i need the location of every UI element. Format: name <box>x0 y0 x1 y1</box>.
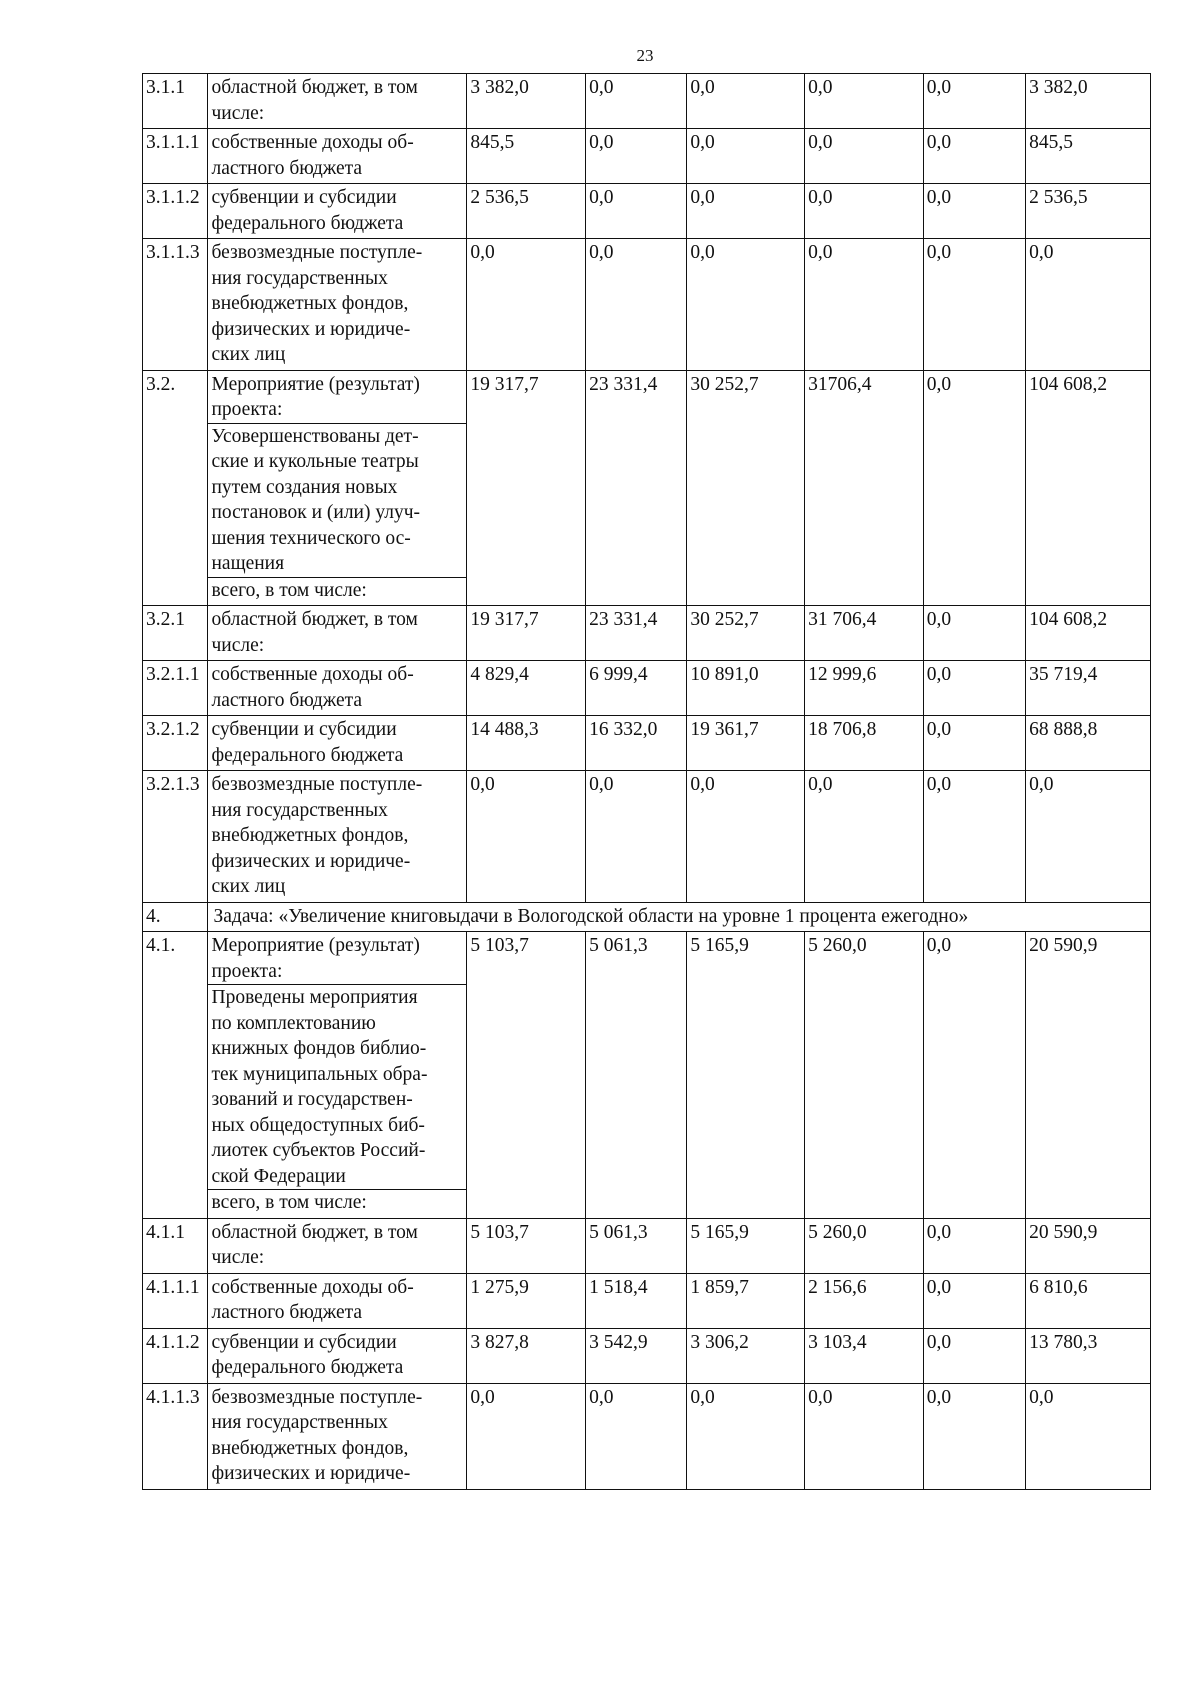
value-cell: 31 706,4 <box>805 606 924 661</box>
value-cell: 5 260,0 <box>805 1218 924 1273</box>
text-line: тек муниципальных обра- <box>211 1063 428 1085</box>
text-line: областной бюджет, в том <box>211 1221 418 1243</box>
event-total-label: всего, в том числе: <box>208 1189 466 1216</box>
value-cell: 5 103,7 <box>467 932 586 1219</box>
table-row <box>143 129 1151 184</box>
row-description <box>208 716 467 771</box>
table-row <box>143 1328 1151 1383</box>
value-cell: 0,0 <box>923 184 1025 239</box>
value-cell: 5 061,3 <box>586 1218 687 1273</box>
value-cell: 845,5 <box>467 129 586 184</box>
value-cell: 0,0 <box>586 184 687 239</box>
row-number: 3.1.1.1 <box>143 129 208 184</box>
value-cell: 0,0 <box>805 74 924 129</box>
text-line: числе: <box>211 1247 265 1268</box>
text-line: областной бюджет, в том <box>211 77 418 98</box>
row-description <box>208 661 467 716</box>
value-cell: 6 810,6 <box>1026 1273 1151 1328</box>
value-cell: 0,0 <box>923 606 1025 661</box>
text-line: безвозмездные поступле- <box>211 1386 423 1408</box>
text-line: лиотек субъектов Россий- <box>211 1140 426 1161</box>
text-line: шения технического ос- <box>211 527 411 549</box>
text-line: постановок и (или) улуч- <box>211 502 421 523</box>
value-cell: 0,0 <box>687 239 805 371</box>
row-description <box>208 74 467 129</box>
text-line: физических и юридиче- <box>211 318 411 340</box>
value-cell: 0,0 <box>687 129 805 184</box>
row-description <box>208 184 467 239</box>
value-cell: 5 061,3 <box>586 932 687 1219</box>
value-cell: 20 590,9 <box>1026 932 1151 1219</box>
value-cell: 0,0 <box>923 771 1025 903</box>
row-number: 3.2.1.3 <box>143 771 208 903</box>
table-row <box>143 716 1151 771</box>
value-cell: 1 859,7 <box>687 1273 805 1328</box>
row-description <box>208 932 467 1219</box>
row-description <box>208 606 467 661</box>
row-description <box>208 1328 467 1383</box>
event-header <box>211 372 463 423</box>
value-cell: 1 518,4 <box>586 1273 687 1328</box>
value-cell: 0,0 <box>923 1273 1025 1328</box>
value-cell: 0,0 <box>923 932 1025 1219</box>
row-number: 3.1.1.3 <box>143 239 208 371</box>
value-cell: 3 382,0 <box>1026 74 1151 129</box>
value-cell: 0,0 <box>687 771 805 903</box>
row-description <box>208 239 467 371</box>
value-cell: 19 317,7 <box>467 606 586 661</box>
table-row <box>143 606 1151 661</box>
value-cell: 0,0 <box>805 771 924 903</box>
value-cell: 31706,4 <box>805 370 924 606</box>
page-number: 23 <box>636 46 654 65</box>
text-line: ния государственных <box>211 1412 388 1433</box>
row-number: 3.1.1 <box>143 74 208 129</box>
text-line: путем создания новых <box>211 476 398 498</box>
value-cell: 14 488,3 <box>467 716 586 771</box>
value-cell: 0,0 <box>586 771 687 903</box>
value-cell: 0,0 <box>923 1218 1025 1273</box>
table-row <box>143 1383 1151 1489</box>
table-row <box>143 74 1151 129</box>
text-line: книжных фондов библио- <box>211 1038 427 1059</box>
value-cell: 0,0 <box>687 74 805 129</box>
text-line: субвенции и субсидии <box>211 1331 397 1353</box>
row-number: 3.1.1.2 <box>143 184 208 239</box>
text-line: внебюджетных фондов, <box>211 1437 409 1459</box>
text-line: собственные доходы об- <box>211 1276 414 1298</box>
value-cell: 18 706,8 <box>805 716 924 771</box>
row-description <box>208 129 467 184</box>
text-line: ных общедоступных биб- <box>211 1114 425 1136</box>
text-line: числе: <box>211 102 265 124</box>
text-line: федерального бюджета <box>211 212 404 234</box>
row-number: 3.2.1.2 <box>143 716 208 771</box>
text-line: ластного бюджета <box>211 1302 363 1323</box>
event-row <box>143 932 1151 1219</box>
event-body <box>208 423 466 577</box>
task-row <box>143 902 1151 932</box>
value-cell: 845,5 <box>1026 129 1151 184</box>
table-row <box>143 1273 1151 1328</box>
text-line: физических и юридиче- <box>211 1463 411 1484</box>
row-description <box>208 1218 467 1273</box>
value-cell: 0,0 <box>805 239 924 371</box>
row-number: 4.1.1.2 <box>143 1328 208 1383</box>
value-cell: 13 780,3 <box>1026 1328 1151 1383</box>
value-cell: 20 590,9 <box>1026 1218 1151 1273</box>
value-cell: 5 165,9 <box>687 932 805 1219</box>
text-line: безвозмездные поступле- <box>211 242 423 263</box>
value-cell: 19 361,7 <box>687 716 805 771</box>
value-cell: 0,0 <box>586 129 687 184</box>
value-cell: 5 260,0 <box>805 932 924 1219</box>
value-cell: 0,0 <box>805 184 924 239</box>
row-number: 4.1.1 <box>143 1218 208 1273</box>
text-line: проекта: <box>211 960 283 982</box>
text-line: собственные доходы об- <box>211 132 414 153</box>
value-cell: 12 999,6 <box>805 661 924 716</box>
text-line: федерального бюджета <box>211 1357 404 1378</box>
text-line: внебюджетных фондов, <box>211 825 409 846</box>
table-row <box>143 1218 1151 1273</box>
event-header <box>211 933 463 984</box>
value-cell: 4 829,4 <box>467 661 586 716</box>
value-cell: 0,0 <box>923 239 1025 371</box>
text-line: Усовершенствованы дет- <box>211 425 419 447</box>
text-line: ния государственных <box>211 799 388 821</box>
row-number: 3.2.1.1 <box>143 661 208 716</box>
value-cell: 68 888,8 <box>1026 716 1151 771</box>
value-cell: 0,0 <box>923 1383 1025 1489</box>
value-cell: 2 156,6 <box>805 1273 924 1328</box>
value-cell: 23 331,4 <box>586 606 687 661</box>
text-line: субвенции и субсидии <box>211 187 397 208</box>
text-line: зований и государствен- <box>211 1089 413 1110</box>
value-cell: 16 332,0 <box>586 716 687 771</box>
text-line: проекта: <box>211 399 283 420</box>
text-line: безвозмездные поступле- <box>211 774 423 795</box>
value-cell: 104 608,2 <box>1026 606 1151 661</box>
value-cell: 0,0 <box>923 661 1025 716</box>
text-line: ских лиц <box>211 876 286 897</box>
value-cell: 30 252,7 <box>687 370 805 606</box>
text-line: по комплектованию <box>211 1012 376 1034</box>
value-cell: 30 252,7 <box>687 606 805 661</box>
row-number: 4.1. <box>143 932 208 1219</box>
value-cell: 23 331,4 <box>586 370 687 606</box>
value-cell: 0,0 <box>923 74 1025 129</box>
text-line: Мероприятие (результат) <box>211 935 420 956</box>
table-row <box>143 184 1151 239</box>
text-line: ских лиц <box>211 344 286 365</box>
value-cell: 0,0 <box>923 716 1025 771</box>
row-number: 4. <box>143 902 208 932</box>
row-description <box>208 1273 467 1328</box>
value-cell: 0,0 <box>586 1383 687 1489</box>
value-cell: 35 719,4 <box>1026 661 1151 716</box>
text-line: ской Федерации <box>211 1165 346 1187</box>
value-cell: 0,0 <box>467 1383 586 1489</box>
row-description <box>208 370 467 606</box>
value-cell: 3 382,0 <box>467 74 586 129</box>
value-cell: 5 103,7 <box>467 1218 586 1273</box>
budget-table <box>142 73 1151 1490</box>
value-cell: 0,0 <box>687 1383 805 1489</box>
text-line: Мероприятие (результат) <box>211 373 420 395</box>
text-line: ластного бюджета <box>211 689 363 711</box>
value-cell: 0,0 <box>467 771 586 903</box>
row-number: 3.2.1 <box>143 606 208 661</box>
event-total-label: всего, в том числе: <box>208 577 466 604</box>
value-cell: 0,0 <box>805 1383 924 1489</box>
value-cell: 0,0 <box>923 1328 1025 1383</box>
value-cell: 0,0 <box>687 184 805 239</box>
value-cell: 0,0 <box>586 239 687 371</box>
table-row <box>143 661 1151 716</box>
value-cell: 0,0 <box>1026 771 1151 903</box>
value-cell: 6 999,4 <box>586 661 687 716</box>
event-body <box>208 984 466 1189</box>
value-cell: 0,0 <box>923 129 1025 184</box>
text-line: собственные доходы об- <box>211 664 414 685</box>
value-cell: 3 306,2 <box>687 1328 805 1383</box>
row-description <box>208 1383 467 1489</box>
text-line: числе: <box>211 634 265 656</box>
value-cell: 3 542,9 <box>586 1328 687 1383</box>
text-line: областной бюджет, в том <box>211 609 418 630</box>
text-line: федерального бюджета <box>211 744 404 766</box>
row-number: 4.1.1.1 <box>143 1273 208 1328</box>
text-line: ния государственных <box>211 267 388 289</box>
table-row <box>143 239 1151 371</box>
value-cell: 3 103,4 <box>805 1328 924 1383</box>
row-number: 3.2. <box>143 370 208 606</box>
value-cell: 0,0 <box>1026 239 1151 371</box>
value-cell: 5 165,9 <box>687 1218 805 1273</box>
value-cell: 0,0 <box>805 129 924 184</box>
text-line: ские и кукольные театры <box>211 451 419 472</box>
text-line: нащения <box>211 553 285 574</box>
value-cell: 0,0 <box>1026 1383 1151 1489</box>
value-cell: 0,0 <box>586 74 687 129</box>
text-line: внебюджетных фондов, <box>211 293 409 314</box>
event-row <box>143 370 1151 606</box>
table-row <box>143 771 1151 903</box>
value-cell: 10 891,0 <box>687 661 805 716</box>
value-cell: 104 608,2 <box>1026 370 1151 606</box>
value-cell: 2 536,5 <box>1026 184 1151 239</box>
text-line: ластного бюджета <box>211 157 363 179</box>
text-line: Проведены мероприятия <box>211 987 418 1008</box>
value-cell: 3 827,8 <box>467 1328 586 1383</box>
task-text: Задача: «Увеличение книговыдачи в Вологодской области на уровне 1 процента ежегодно» <box>208 902 1151 932</box>
value-cell: 0,0 <box>923 370 1025 606</box>
value-cell: 0,0 <box>467 239 586 371</box>
row-number: 4.1.1.3 <box>143 1383 208 1489</box>
value-cell: 19 317,7 <box>467 370 586 606</box>
value-cell: 1 275,9 <box>467 1273 586 1328</box>
text-line: субвенции и субсидии <box>211 719 397 740</box>
value-cell: 2 536,5 <box>467 184 586 239</box>
row-description <box>208 771 467 903</box>
text-line: физических и юридиче- <box>211 850 411 872</box>
